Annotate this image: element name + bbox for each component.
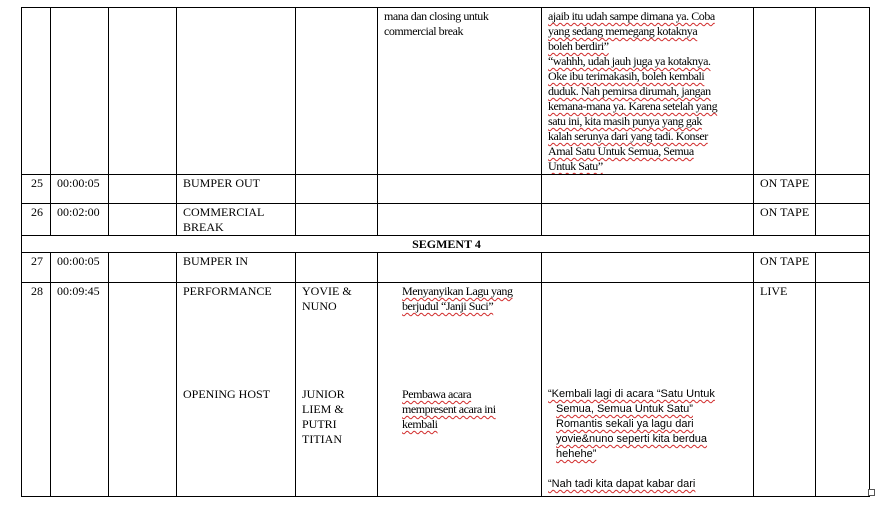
script-line: kalah serunya dari yang tadi. Konser [548, 129, 708, 143]
script-line: duduk. Nah pemirsa dirumah, jangan [548, 84, 711, 98]
script-line: “Kembali lagi di acara “Satu Untuk [548, 388, 715, 400]
item-cell [177, 283, 296, 497]
talent-performance: YOVIE & NUNO [302, 284, 352, 313]
table-row [22, 175, 870, 204]
source-cell: ON TAPE [754, 204, 816, 236]
item-cell [177, 8, 296, 175]
no-cell: 26 [22, 204, 51, 236]
content-text: mana dan closing untuk commercial break [384, 9, 489, 38]
script-cell [542, 204, 754, 236]
script-line: yang sedang memegang kotaknya [548, 24, 698, 38]
content-cell [378, 253, 542, 283]
content-cell [378, 283, 542, 497]
table-resize-handle[interactable] [868, 489, 875, 496]
duration-cell: 00:02:00 [51, 204, 109, 236]
rundown-table [21, 7, 870, 497]
duration-cell: 00:00:05 [51, 175, 109, 204]
no-cell: 28 [22, 283, 51, 497]
duration-cell: 00:00:05 [51, 253, 109, 283]
talent-cell [296, 283, 378, 497]
blank-cell [109, 8, 177, 175]
duration-cell [51, 8, 109, 175]
script-cell [542, 253, 754, 283]
no-cell [22, 8, 51, 175]
table-row [22, 283, 870, 497]
blank-cell [109, 204, 177, 236]
script-cell [542, 175, 754, 204]
source-cell [754, 8, 816, 175]
script-line: Untuk Satu” [548, 159, 603, 173]
item-performance: PERFORMANCE [183, 284, 272, 298]
blank-cell [109, 253, 177, 283]
script-line: hehehe” [556, 448, 597, 460]
talent-cell [296, 8, 378, 175]
content-line: Menyanyikan Lagu yang [402, 284, 513, 298]
script-line: ajaib itu udah sampe dimana ya. Coba [548, 9, 715, 23]
blank-cell [109, 175, 177, 204]
notes-cell [816, 8, 870, 175]
script-line: “wahhh, udah jauh juga ya kotaknya. [548, 54, 711, 68]
script-line: boleh berdiri” [548, 39, 609, 53]
item-cell: COMMERCIAL BREAK [177, 204, 296, 236]
script-line: satu ini, kita masih punya yang gak [548, 114, 702, 128]
script-line: kemana-mana ya. Karena setelah yang [548, 99, 718, 113]
script-line: Romantis sekali ya lagu dari [556, 418, 694, 430]
table-row [22, 8, 870, 175]
talent-cell [296, 204, 378, 236]
source-cell: ON TAPE [754, 175, 816, 204]
segment-title: SEGMENT 4 [22, 236, 870, 253]
notes-cell [816, 253, 870, 283]
notes-cell [816, 283, 870, 497]
content-line: berjudul “Janji Suci” [402, 299, 494, 313]
content-line: kembali [402, 417, 438, 431]
content-cell [378, 204, 542, 236]
script-line: “Nah tadi kita dapat kabar dari [548, 478, 696, 490]
source-cell: ON TAPE [754, 253, 816, 283]
table-row [22, 204, 870, 236]
script-line [548, 462, 749, 477]
script-line: Amal Satu Untuk Semua, Semua [548, 144, 694, 158]
script-line: Oke ibu terimakasih, boleh kembali [548, 69, 705, 83]
notes-cell [816, 204, 870, 236]
item-opening-host: OPENING HOST [183, 387, 270, 401]
no-cell: 27 [22, 253, 51, 283]
content-line: Pembawa acara [402, 387, 472, 401]
blank-cell [109, 283, 177, 497]
talent-cell [296, 175, 378, 204]
duration-cell: 00:09:45 [51, 283, 109, 497]
script-cell [542, 283, 754, 497]
notes-cell [816, 175, 870, 204]
source-cell: LIVE [754, 283, 816, 497]
script-cell [542, 8, 754, 175]
no-cell: 25 [22, 175, 51, 204]
content-cell [378, 8, 542, 175]
content-line: mempresent acara ini [402, 402, 496, 416]
item-cell: BUMPER OUT [177, 175, 296, 204]
talent-cell [296, 253, 378, 283]
script-line: Semua, Semua Untuk Satu” [556, 403, 693, 415]
content-cell [378, 175, 542, 204]
segment-row [22, 236, 870, 253]
item-cell: BUMPER IN [177, 253, 296, 283]
table-row [22, 253, 870, 283]
script-line: yovie&nuno seperti kita berdua [556, 433, 708, 445]
talent-host: JUNIOR LIEM & PUTRI TITIAN [302, 387, 345, 446]
